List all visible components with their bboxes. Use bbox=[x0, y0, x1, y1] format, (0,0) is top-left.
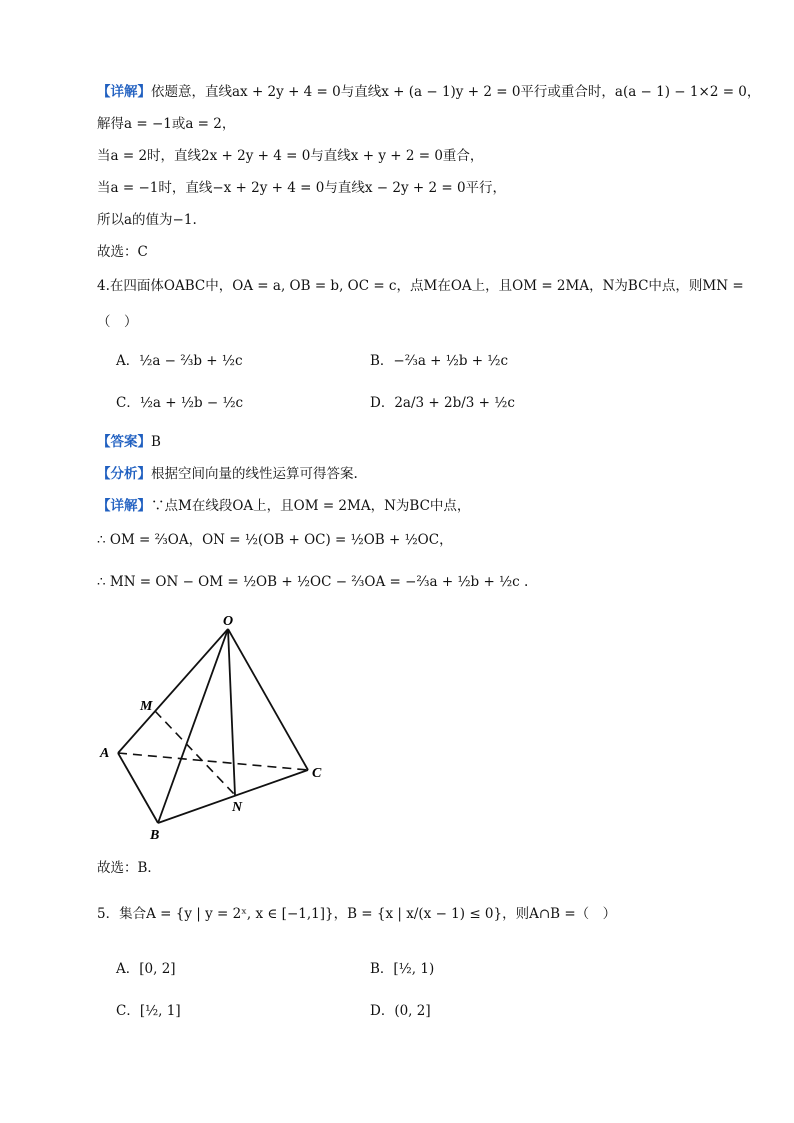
label-o: O bbox=[223, 614, 234, 629]
choose-b: 故选：B． bbox=[97, 860, 161, 876]
detail-line-4: 当a = −1时，直线−x + 2y + 4 = 0与直线x − 2y + 2 = 0平行， bbox=[97, 180, 507, 196]
question-5: 5．集合A = {y | y = 2ˣ, x ∈ [−1,1]}，B = {x | x/(x − 1) ≤ 0}，则A∩B =（ ） bbox=[97, 906, 617, 922]
label-a: A bbox=[100, 746, 110, 761]
detail-line-5: 所以a的值为−1. bbox=[97, 212, 197, 228]
question-4-paren: （ ） bbox=[97, 314, 138, 330]
q4-option-a: A．½a − ⅔b + ½c bbox=[116, 353, 243, 369]
detail2-line-3: ∴ MN = ON − OM = ½OB + ½OC − ⅔OA = −⅔a + ½b + ½c . bbox=[97, 574, 529, 590]
detail2-line-2: ∴ OM = ⅔OA，ON = ½(OB + OC) = ½OB + ½OC， bbox=[97, 532, 453, 548]
label-n: N bbox=[232, 800, 243, 815]
choose-c: 故选：C bbox=[97, 244, 148, 260]
question-4: 4.在四面体OABC中，OA = a, OB = b, OC = c，点M在OA上，且OM = 2MA，N为BC中点，则MN = bbox=[97, 278, 744, 294]
detail-line-1 bbox=[97, 82, 760, 102]
label-b: B bbox=[150, 828, 160, 843]
q5-option-c: C．[½, 1] bbox=[116, 1003, 181, 1019]
analysis-line bbox=[97, 464, 358, 484]
edge-oa bbox=[118, 629, 228, 753]
edge-mn-dashed bbox=[155, 711, 235, 795]
q4-option-c: C．½a + ½b − ½c bbox=[116, 395, 244, 411]
detail2-tag: 【详解】 bbox=[97, 498, 151, 514]
q5-option-b: B．[½, 1) bbox=[370, 961, 435, 977]
label-c: C bbox=[312, 766, 322, 781]
answer-tag: 【答案】 bbox=[97, 434, 151, 450]
tetrahedron-figure bbox=[90, 605, 350, 850]
q5-option-d: D．(0, 2] bbox=[370, 1003, 431, 1019]
detail-tag: 【详解】 bbox=[97, 84, 151, 100]
answer-line bbox=[97, 432, 161, 452]
detail-line-2: 解得a = −1或a = 2， bbox=[97, 116, 236, 132]
detail2-line-1 bbox=[97, 496, 470, 516]
edge-ac-dashed bbox=[118, 753, 308, 770]
edge-on bbox=[228, 629, 235, 795]
edge-ab bbox=[118, 753, 158, 823]
detail2-text: ∵点M在线段OA上，且OM = 2MA，N为BC中点， bbox=[151, 498, 471, 514]
q4-option-d: D．2a/3 + 2b/3 + ½c bbox=[370, 395, 515, 411]
detail-line-3: 当a = 2时，直线2x + 2y + 4 = 0与直线x + y + 2 = 0重合， bbox=[97, 148, 484, 164]
edge-oc bbox=[228, 629, 308, 770]
analysis-text: 根据空间向量的线性运算可得答案. bbox=[151, 466, 358, 482]
detail-text: 依题意，直线ax + 2y + 4 = 0与直线x + (a − 1)y + 2 = 0平行或重合时，a(a − 1) − 1×2 = 0， bbox=[151, 84, 761, 100]
edge-bc bbox=[158, 770, 308, 823]
q5-option-a: A．[0, 2] bbox=[116, 961, 176, 977]
answer-value: B bbox=[151, 434, 161, 450]
analysis-tag: 【分析】 bbox=[97, 466, 151, 482]
q4-option-b: B．−⅔a + ½b + ½c bbox=[370, 353, 509, 369]
label-m: M bbox=[140, 699, 153, 714]
